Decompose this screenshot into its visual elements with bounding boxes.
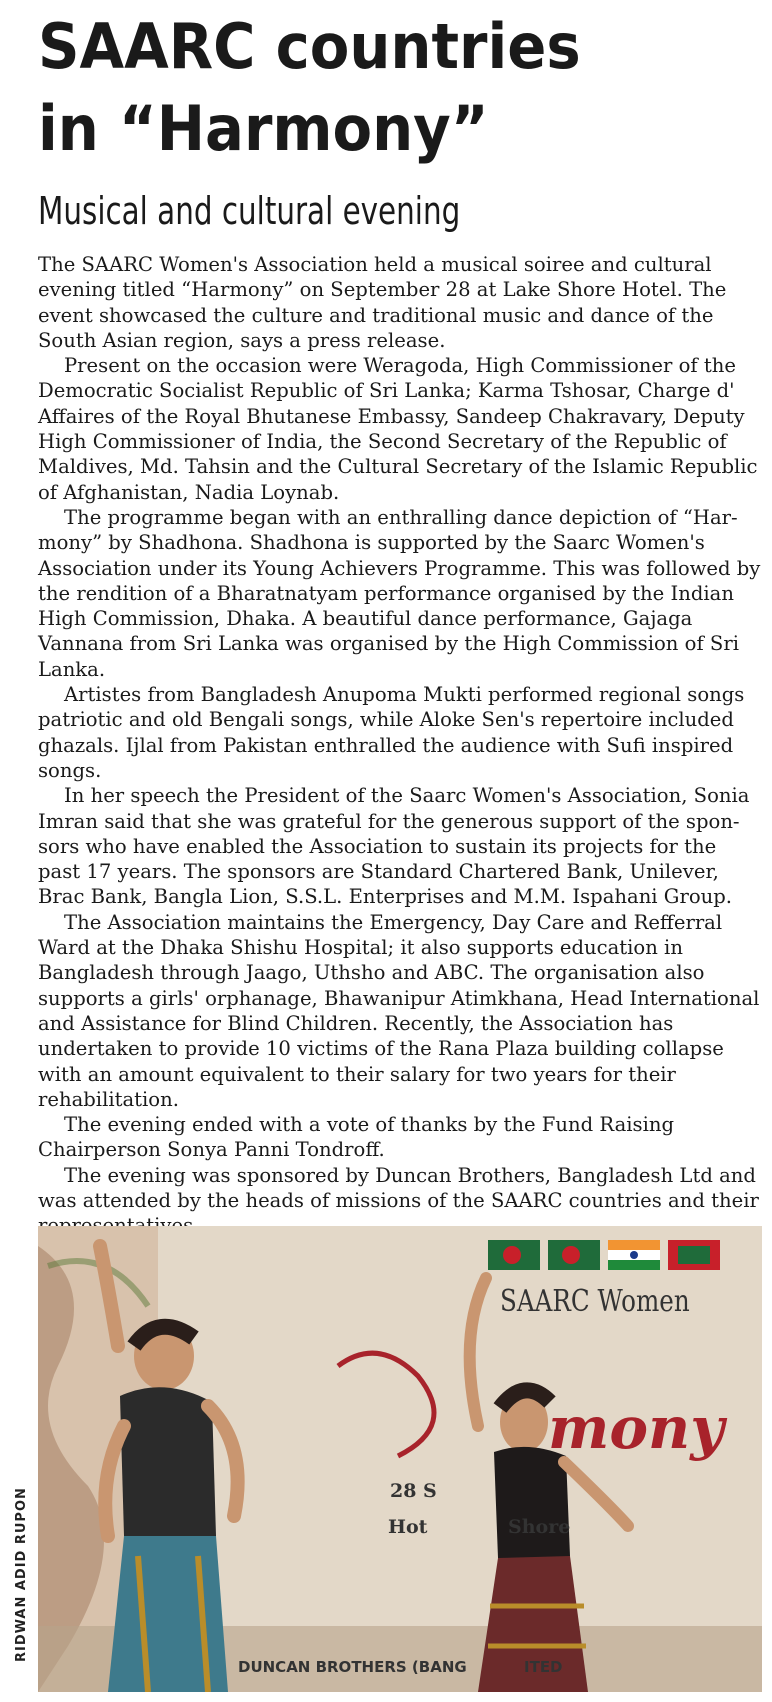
paragraph-4: Artistes from Bangladesh Anupoma Mukti performed regional songs patriotic and old Bengali songs, while Aloke Sen's repertoire included ghazals. Ijlal from Pakistan enthralled the audience with Sufi inspired songs. xyxy=(38,683,745,782)
subheadline: Musical and cultural evening xyxy=(38,189,461,233)
banner-sponsor-end: ITED xyxy=(524,1658,563,1676)
paragraph-1: The SAARC Women's Association held a musical soiree and cultural evening titled “Harmony” on September 28 at Lake Shore Hotel. The event showcased the culture and traditional music and dance of the South Asian region, says a press release. xyxy=(38,253,727,352)
paragraph-7: The evening ended with a vote of thanks by the Fund Raising Chairperson Sonya Panni Tondroff. xyxy=(38,1113,675,1162)
paragraph-8: The evening was sponsored by Duncan Brothers, Bangladesh Ltd and was attended by the heads of missions of the SAARC countries and their xyxy=(38,1163,759,1212)
photo-credit-name: RIDWAN ADID RUPON xyxy=(14,1487,29,1662)
headline-line-1: SAARC countries xyxy=(38,10,581,83)
banner-venue-left: Hot xyxy=(388,1516,428,1538)
paragraph-2: Present on the occasion were Weragoda, High Commissioner of the Democratic Socialist Republic of Sri Lanka; Karma Tshosar, Charge d' Affaires of the Royal Bhutanese Embassy, Sandeep Chakravary, Deputy High Commissioner of India, the Second Secretary of the Republic of Maldives, Md. Tahsin and the Cultural Secretary of the Islamic Republic of Afghanistan, Nadia Loynab. xyxy=(38,354,758,504)
banner-org: SAARC Women xyxy=(500,1284,690,1319)
article-body xyxy=(38,252,764,1239)
paragraph-3: The programme began with an enthralling dance depiction of “Har-mony” by Shadhona. Shadhona is supported by the Saarc Women's Association under its Young Achievers Programme. This was followed by the rendition of a Bharatnatyam performance organised by the Indian High Commission, Dhaka. A beautiful dance performance, Gajaga Vannana from Sri Lanka was organised by the High Commission of Sri Lanka. xyxy=(38,505,761,681)
headline-line-2: in “Harmony” xyxy=(38,92,489,165)
banner-venue-right: Shore xyxy=(508,1516,571,1538)
banner-date: 28 S xyxy=(390,1480,437,1502)
banner-title: mony xyxy=(548,1394,724,1462)
paragraph-5: In her speech the President of the Saarc Women's Association, Sonia Imran said that she was grateful for the generous support of the spon-sors who have enabled the Association to sustain its projects for the past 17 years. The sponsors are Standard Chartered Bank, Unilever, Brac Bank, Bangla Lion, S.S.L. Enterprises and M.M. Ispahani Group. xyxy=(38,784,750,909)
banner-sponsor: DUNCAN BROTHERS (BANG xyxy=(238,1658,467,1676)
headline xyxy=(38,6,708,170)
photo-credit xyxy=(12,1372,32,1662)
event-photo xyxy=(38,1226,762,1692)
paragraph-6: The Association maintains the Emergency, Day Care and Refferral Ward at the Dhaka Shishu Hospital; it also supports education in Bangladesh through Jaago, Uthsho and ABC. The organisation also supports a girls' orphanage, Bhawanipur Atimkhana, Head International and Assistance for Blind Children. Recently, the Association has undertaken to provide 10 victims of the Rana Plaza building collapse with an amount equivalent to their salary for two years for their rehabilitation. xyxy=(38,910,760,1111)
